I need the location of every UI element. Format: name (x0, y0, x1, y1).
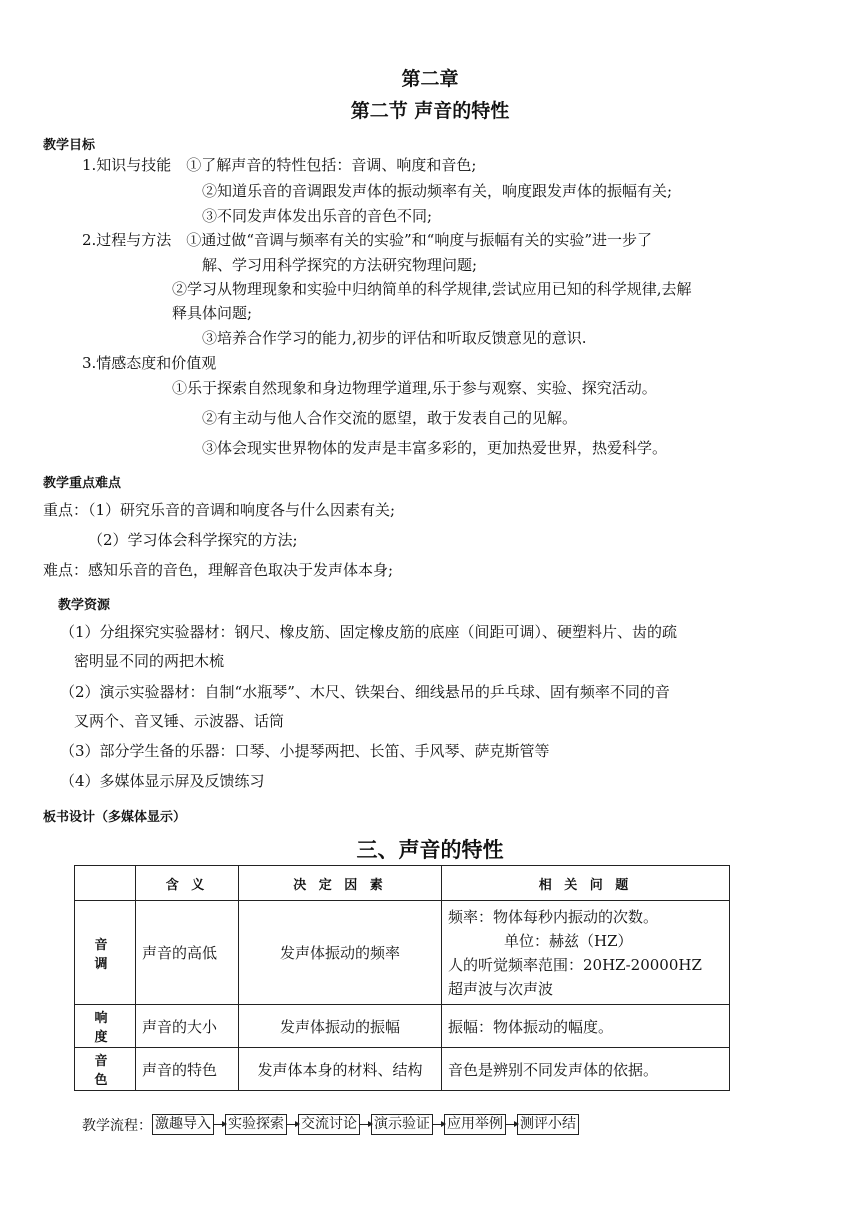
goal-line: ①乐于探索自然现象和身边物理学道理,乐于参与观察、实验、探究活动。 (172, 379, 657, 397)
related-line: 频率：物体每秒内振动的次数。 (448, 907, 659, 926)
goal-line: 3.情感态度和价值观 (82, 354, 217, 372)
row-related (442, 901, 730, 1005)
flow-step: 演示验证 (371, 1114, 433, 1135)
board-title: 三、声音的特性 (356, 838, 504, 862)
resource-line: （3）部分学生备的乐器：口琴、小提琴两把、长笛、手风琴、萨克斯管等 (60, 742, 550, 760)
arrow-right-icon (214, 1124, 224, 1125)
flow-label: 教学流程： (82, 1117, 152, 1134)
goal-line: 1.知识与技能 ①了解声音的特性包括：音调、响度和音色; (82, 156, 477, 174)
goal-line: 2.过程与方法 ①通过做“音调与频率有关的实验”和“响度与振幅有关的实验”进一步了 (82, 231, 652, 249)
resource-line: （4）多媒体显示屏及反馈练习 (60, 772, 265, 790)
header-cell: 含 义 (136, 866, 239, 901)
arrow-right-icon (360, 1124, 370, 1125)
related-line: 单位：赫兹（HZ） (504, 931, 633, 950)
row-factor: 发声体本身的材料、结构 (239, 1048, 442, 1091)
goal-line: ②知道乐音的音调跟发声体的振动频率有关，响度跟发声体的振幅有关; (202, 182, 673, 200)
resource-line: 密明显不同的两把木梳 (74, 652, 225, 670)
table-row (75, 1005, 730, 1048)
table-header-row (75, 866, 730, 901)
table-row (75, 901, 730, 1005)
resource-line: （2）演示实验器材：自制“水瓶琴”、木尺、铁架台、细线悬吊的乒乓球、固有频率不同的音 (60, 683, 670, 701)
row-meaning: 声音的特色 (136, 1048, 239, 1091)
flow-step: 交流讨论 (298, 1114, 360, 1135)
flow-step: 测评小结 (517, 1114, 579, 1135)
flow-step: 应用举例 (444, 1114, 506, 1135)
key-points-heading: 教学重点难点 (43, 476, 122, 491)
goal-line: ③培养合作学习的能力,初步的评估和听取反馈意见的意识. (202, 329, 587, 347)
row-related: 音色是辨别不同发声体的依据。 (442, 1048, 730, 1091)
goal-line: 解、学习用科学探究的方法研究物理问题; (202, 256, 478, 274)
arrow-right-icon (506, 1124, 516, 1125)
row-name: 音 调 (75, 901, 136, 1005)
row-meaning: 声音的大小 (136, 1005, 239, 1048)
row-name: 响 度 (75, 1005, 136, 1048)
goal-line: ②有主动与他人合作交流的愿望，敢于发表自己的见解。 (202, 409, 578, 427)
board-heading: 板书设计（多媒体显示） (43, 810, 187, 825)
resource-line: 叉两个、音叉锤、示波器、话筒 (74, 712, 285, 730)
key-point-line: （2）学习体会科学探究的方法; (88, 531, 298, 549)
resource-line: （1）分组探究实验器材：钢尺、橡皮筋、固定橡皮筋的底座（间距可调）、硬塑料片、齿的疏 (60, 623, 678, 641)
sound-properties-table (74, 865, 730, 1091)
resources-heading: 教学资源 (58, 598, 111, 613)
goal-line: ②学习从物理现象和实验中归纳简单的科学规律,尝试应用已知的科学规律,去解 (172, 280, 692, 298)
header-cell: 相 关 问 题 (442, 866, 730, 901)
table-row (75, 1048, 730, 1091)
flow-step: 激趣导入 (152, 1114, 214, 1135)
header-cell: 决 定 因 素 (239, 866, 442, 901)
row-meaning: 声音的高低 (136, 901, 239, 1005)
row-factor: 发声体振动的频率 (239, 901, 442, 1005)
related-line: 人的听觉频率范围：20HZ-20000HZ (448, 955, 702, 974)
section-title: 第二节 声音的特性 (350, 100, 510, 122)
key-point-line: 重点：（1）研究乐音的音调和响度各与什么因素有关; (43, 501, 396, 519)
chapter-title: 第二章 (401, 68, 459, 90)
row-name: 音 色 (75, 1048, 136, 1091)
header-cell (75, 866, 136, 901)
arrow-right-icon (433, 1124, 443, 1125)
goals-heading: 教学目标 (43, 138, 96, 153)
related-line: 超声波与次声波 (448, 979, 554, 998)
row-factor: 发声体振动的振幅 (239, 1005, 442, 1048)
goal-line: ③不同发声体发出乐音的音色不同; (202, 207, 433, 225)
goal-line: ③体会现实世界物体的发声是丰富多彩的，更加热爱世界，热爱科学。 (202, 439, 668, 457)
goal-line: 释具体问题; (172, 304, 253, 322)
row-related: 振幅：物体振动的幅度。 (442, 1005, 730, 1048)
difficulty-line: 难点：感知乐音的音色，理解音色取决于发声体本身; (43, 561, 394, 579)
teaching-flow (82, 1114, 579, 1135)
flow-step: 实验探索 (225, 1114, 287, 1135)
arrow-right-icon (287, 1124, 297, 1125)
